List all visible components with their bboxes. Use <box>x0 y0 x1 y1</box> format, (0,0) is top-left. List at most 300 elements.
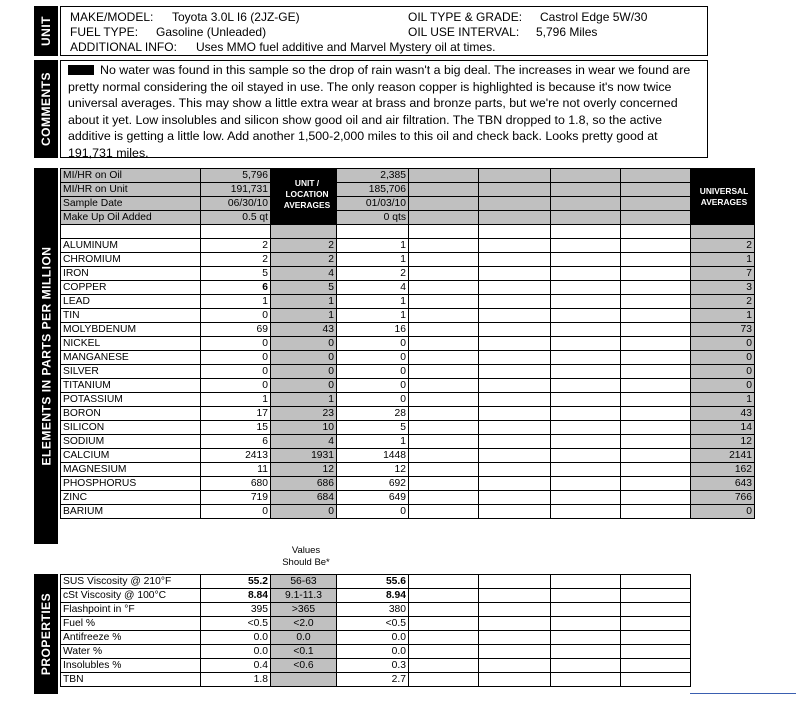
empty-cell <box>551 617 621 631</box>
element-label: MOLYBDENUM <box>61 323 201 337</box>
properties-section-label: PROPERTIES <box>34 574 58 694</box>
empty-cell <box>479 407 551 421</box>
sample1-value: 680 <box>201 477 271 491</box>
element-row <box>61 477 755 491</box>
universal-average-value: 43 <box>691 407 755 421</box>
unit-average-value: 0 <box>271 505 337 519</box>
element-row <box>61 407 755 421</box>
empty-cell <box>621 337 691 351</box>
sample1-value: 6 <box>201 281 271 295</box>
element-label: SILVER <box>61 365 201 379</box>
empty-cell <box>621 393 691 407</box>
property-label: Flashpoint in °F <box>61 603 201 617</box>
property-label: cSt Viscosity @ 100°C <box>61 589 201 603</box>
empty-cell <box>409 477 479 491</box>
universal-header-cell <box>691 169 755 183</box>
empty-cell <box>551 183 621 197</box>
element-label: ALUMINUM <box>61 239 201 253</box>
element-row <box>61 421 755 435</box>
empty-cell <box>551 239 621 253</box>
fuel-type-label: FUEL TYPE: <box>70 25 139 39</box>
empty-cell <box>409 211 479 225</box>
empty-cell <box>479 631 551 645</box>
empty-cell <box>479 295 551 309</box>
unit-average-value: 43 <box>271 323 337 337</box>
empty-cell <box>409 505 479 519</box>
universal-average-value: 7 <box>691 267 755 281</box>
empty-cell <box>551 575 621 589</box>
sample1-value: 0.4 <box>201 659 271 673</box>
sample1-value: 5,796 <box>201 169 271 183</box>
element-label: COPPER <box>61 281 201 295</box>
sample1-value: 0 <box>201 379 271 393</box>
property-row <box>61 645 691 659</box>
empty-cell <box>479 323 551 337</box>
empty-cell <box>409 631 479 645</box>
sample2-value: 0 <box>337 379 409 393</box>
empty-cell <box>479 225 551 239</box>
empty-cell <box>409 309 479 323</box>
sample2-value: 1 <box>337 239 409 253</box>
sample1-value: 1 <box>201 393 271 407</box>
element-label: SILICON <box>61 421 201 435</box>
empty-cell <box>621 575 691 589</box>
property-row <box>61 589 691 603</box>
empty-cell <box>479 351 551 365</box>
empty-cell <box>621 505 691 519</box>
make-model-label: MAKE/MODEL: <box>70 10 154 24</box>
empty-cell <box>479 169 551 183</box>
header-label: Make Up Oil Added <box>61 211 201 225</box>
universal-average-value: 1 <box>691 309 755 323</box>
empty-cell <box>409 379 479 393</box>
empty-cell <box>551 351 621 365</box>
empty-cell <box>409 617 479 631</box>
unit-average-value: 4 <box>271 267 337 281</box>
sample2-value: 649 <box>337 491 409 505</box>
sample1-value: 2 <box>201 253 271 267</box>
empty-cell <box>621 309 691 323</box>
element-label: PHOSPHORUS <box>61 477 201 491</box>
unit-avg-header-cell <box>271 211 337 225</box>
sample2-value: 380 <box>337 603 409 617</box>
element-row <box>61 267 755 281</box>
empty-cell <box>551 281 621 295</box>
empty-cell <box>551 253 621 267</box>
empty-cell <box>409 183 479 197</box>
element-row <box>61 463 755 477</box>
universal-average-value: 0 <box>691 379 755 393</box>
empty-cell <box>479 365 551 379</box>
empty-cell <box>409 449 479 463</box>
empty-cell <box>551 421 621 435</box>
universal-average-value: 0 <box>691 337 755 351</box>
empty-cell <box>409 575 479 589</box>
sample2-value: 0.0 <box>337 645 409 659</box>
empty-cell <box>551 169 621 183</box>
additional-info-label: ADDITIONAL INFO: <box>70 40 177 54</box>
empty-cell <box>409 351 479 365</box>
elements-section-label: ELEMENTS IN PARTS PER MILLION <box>34 168 58 544</box>
unit-average-value: 686 <box>271 477 337 491</box>
empty-cell <box>337 225 409 239</box>
element-row <box>61 281 755 295</box>
empty-cell <box>621 365 691 379</box>
sample1-value: <0.5 <box>201 617 271 631</box>
empty-cell <box>409 323 479 337</box>
empty-cell <box>479 659 551 673</box>
empty-cell <box>621 211 691 225</box>
sample2-value: 1 <box>337 435 409 449</box>
empty-cell <box>479 309 551 323</box>
property-row <box>61 673 691 687</box>
unit-average-value: 2 <box>271 253 337 267</box>
empty-cell <box>409 603 479 617</box>
empty-cell <box>479 239 551 253</box>
property-row <box>61 603 691 617</box>
empty-cell <box>479 393 551 407</box>
empty-cell <box>409 295 479 309</box>
unit-location-averages-header: UNIT / LOCATION AVERAGES <box>283 178 331 210</box>
empty-cell <box>551 393 621 407</box>
should-be-value: <0.1 <box>271 645 337 659</box>
sample2-value: 5 <box>337 421 409 435</box>
empty-cell <box>479 183 551 197</box>
empty-cell <box>409 267 479 281</box>
element-label: IRON <box>61 267 201 281</box>
empty-cell <box>201 225 271 239</box>
sample2-value: 16 <box>337 323 409 337</box>
sample2-value: 692 <box>337 477 409 491</box>
should-be-value <box>271 673 337 687</box>
empty-cell <box>271 225 337 239</box>
sample2-value: 0.0 <box>337 631 409 645</box>
empty-cell <box>551 379 621 393</box>
universal-average-value: 0 <box>691 365 755 379</box>
empty-cell <box>409 673 479 687</box>
universal-average-value: 73 <box>691 323 755 337</box>
sample2-value: 12 <box>337 463 409 477</box>
property-row <box>61 575 691 589</box>
sample2-value: 55.6 <box>337 575 409 589</box>
empty-cell <box>621 477 691 491</box>
empty-cell <box>479 267 551 281</box>
header-label: MI/HR on Oil <box>61 169 201 183</box>
property-label: Insolubles % <box>61 659 201 673</box>
empty-cell <box>409 169 479 183</box>
empty-cell <box>621 281 691 295</box>
sample2-value: 0 <box>337 365 409 379</box>
empty-cell <box>409 407 479 421</box>
empty-cell <box>551 645 621 659</box>
empty-cell <box>409 225 479 239</box>
empty-cell <box>551 211 621 225</box>
sample2-value: 8.94 <box>337 589 409 603</box>
empty-cell <box>479 197 551 211</box>
empty-cell <box>551 435 621 449</box>
sample2-value: 2.7 <box>337 673 409 687</box>
empty-cell <box>479 505 551 519</box>
empty-cell <box>551 337 621 351</box>
element-label: LEAD <box>61 295 201 309</box>
universal-average-value: 766 <box>691 491 755 505</box>
should-be-value: 0.0 <box>271 631 337 645</box>
universal-average-value: 1 <box>691 393 755 407</box>
empty-cell <box>409 589 479 603</box>
empty-cell <box>621 617 691 631</box>
empty-cell <box>409 491 479 505</box>
empty-cell <box>409 463 479 477</box>
empty-cell <box>409 421 479 435</box>
elements-table <box>60 168 755 519</box>
empty-cell <box>621 295 691 309</box>
sample2-value: 0.3 <box>337 659 409 673</box>
universal-average-value: 2 <box>691 295 755 309</box>
empty-cell <box>551 505 621 519</box>
sample2-value: 1 <box>337 309 409 323</box>
empty-cell <box>551 659 621 673</box>
empty-cell <box>479 463 551 477</box>
empty-cell <box>551 603 621 617</box>
universal-average-value: 0 <box>691 351 755 365</box>
unit-average-value: 23 <box>271 407 337 421</box>
universal-average-value: 643 <box>691 477 755 491</box>
sample1-value: 15 <box>201 421 271 435</box>
element-label: ZINC <box>61 491 201 505</box>
redacted-name <box>68 65 94 75</box>
sample1-value: 69 <box>201 323 271 337</box>
empty-cell <box>409 435 479 449</box>
element-row <box>61 491 755 505</box>
unit-average-value: 1 <box>271 393 337 407</box>
sample2-value: 4 <box>337 281 409 295</box>
bottom-rule <box>690 693 796 694</box>
oil-type-label: OIL TYPE & GRADE: <box>408 10 523 24</box>
empty-cell <box>409 659 479 673</box>
empty-cell <box>621 631 691 645</box>
element-label: TITANIUM <box>61 379 201 393</box>
sample2-value: 2 <box>337 267 409 281</box>
sample1-value: 6 <box>201 435 271 449</box>
empty-cell <box>551 589 621 603</box>
empty-cell <box>551 365 621 379</box>
empty-cell <box>621 379 691 393</box>
sample1-value: 0.0 <box>201 631 271 645</box>
empty-cell <box>621 449 691 463</box>
element-label: CALCIUM <box>61 449 201 463</box>
empty-cell <box>409 337 479 351</box>
spacer-row <box>61 225 755 239</box>
element-label: CHROMIUM <box>61 253 201 267</box>
empty-cell <box>621 225 691 239</box>
empty-cell <box>621 589 691 603</box>
unit-average-value: 12 <box>271 463 337 477</box>
empty-cell <box>621 673 691 687</box>
fuel-type-value: Gasoline (Unleaded) <box>156 25 267 39</box>
element-label: TIN <box>61 309 201 323</box>
sample1-value: 0 <box>201 365 271 379</box>
sample1-value: 5 <box>201 267 271 281</box>
property-label: SUS Viscosity @ 210°F <box>61 575 201 589</box>
sample1-value: 395 <box>201 603 271 617</box>
empty-cell <box>621 323 691 337</box>
values-should-be-label: Values Should Be* <box>282 545 330 568</box>
property-label: Fuel % <box>61 617 201 631</box>
sample1-value: 719 <box>201 491 271 505</box>
property-label: Antifreeze % <box>61 631 201 645</box>
element-row <box>61 253 755 267</box>
unit-average-value: 1 <box>271 295 337 309</box>
sample1-value: 06/30/10 <box>201 197 271 211</box>
unit-average-value: 0 <box>271 351 337 365</box>
empty-cell <box>551 463 621 477</box>
sample2-value: 185,706 <box>337 183 409 197</box>
unit-average-value: 5 <box>271 281 337 295</box>
sample1-value: 2 <box>201 239 271 253</box>
unit-average-value: 684 <box>271 491 337 505</box>
sample2-value: 0 <box>337 337 409 351</box>
header-label: Sample Date <box>61 197 201 211</box>
header-row <box>61 183 755 197</box>
empty-cell <box>479 379 551 393</box>
empty-cell <box>61 225 201 239</box>
property-row <box>61 659 691 673</box>
sample1-value: 55.2 <box>201 575 271 589</box>
sample1-value: 1.8 <box>201 673 271 687</box>
comments-text: No water was found in this sample so the drop of rain wasn't a big deal. The increases in wear we found are pretty normal considering the oil stayed in use. The only reason copper is highlighted is because it's now twice universal averages. This may show a little extra wear at brass and bronze parts, but we're not overly concerned about it yet. Low insolubles and silicon show good oil and air filtration. The TBN dropped to 1.8, so the active additive is getting a little low. Add another 1,500-2,000 miles to this oil and check back. Looks pretty good at 191,731 miles. <box>68 63 691 160</box>
element-label: NICKEL <box>61 337 201 351</box>
unit-average-value: 0 <box>271 365 337 379</box>
header-row <box>61 211 755 225</box>
oil-type-value: Castrol Edge 5W/30 <box>540 10 648 24</box>
empty-cell <box>409 197 479 211</box>
element-row <box>61 337 755 351</box>
element-label: MAGNESIUM <box>61 463 201 477</box>
empty-cell <box>621 603 691 617</box>
empty-cell <box>551 267 621 281</box>
sample1-value: 2413 <box>201 449 271 463</box>
empty-cell <box>551 477 621 491</box>
empty-cell <box>621 463 691 477</box>
element-label: POTASSIUM <box>61 393 201 407</box>
property-row <box>61 617 691 631</box>
empty-cell <box>409 253 479 267</box>
element-label: BARIUM <box>61 505 201 519</box>
empty-cell <box>479 491 551 505</box>
empty-cell <box>479 645 551 659</box>
element-row <box>61 365 755 379</box>
empty-cell <box>479 211 551 225</box>
element-row <box>61 351 755 365</box>
sample1-value: 0.0 <box>201 645 271 659</box>
element-row <box>61 379 755 393</box>
empty-cell <box>479 281 551 295</box>
sample2-value: 1 <box>337 253 409 267</box>
element-label: MANGANESE <box>61 351 201 365</box>
universal-average-value: 162 <box>691 463 755 477</box>
element-row <box>61 505 755 519</box>
empty-cell <box>551 449 621 463</box>
unit-average-value: 1931 <box>271 449 337 463</box>
empty-cell <box>409 645 479 659</box>
make-model-value: Toyota 3.0L I6 (2JZ-GE) <box>172 10 300 24</box>
sample2-value: 0 <box>337 393 409 407</box>
should-be-value: <0.6 <box>271 659 337 673</box>
empty-cell <box>551 631 621 645</box>
sample1-value: 191,731 <box>201 183 271 197</box>
empty-cell <box>409 393 479 407</box>
universal-average-value: 14 <box>691 421 755 435</box>
comments-section-label: COMMENTS <box>34 60 58 158</box>
element-label: SODIUM <box>61 435 201 449</box>
sample2-value: 0 <box>337 351 409 365</box>
sample1-value: 0.5 qt <box>201 211 271 225</box>
empty-cell <box>621 421 691 435</box>
unit-average-value: 0 <box>271 379 337 393</box>
sample1-value: 0 <box>201 351 271 365</box>
empty-cell <box>479 449 551 463</box>
sample1-value: 1 <box>201 295 271 309</box>
sample2-value: 28 <box>337 407 409 421</box>
empty-cell <box>479 603 551 617</box>
element-row <box>61 295 755 309</box>
universal-averages-header: UNIVERSAL AVERAGES <box>699 186 749 207</box>
element-row <box>61 239 755 253</box>
empty-cell <box>551 295 621 309</box>
empty-cell <box>621 491 691 505</box>
sample1-value: 11 <box>201 463 271 477</box>
unit-average-value: 4 <box>271 435 337 449</box>
universal-header-cell <box>691 211 755 225</box>
additional-info-value: Uses MMO fuel additive and Marvel Mystery oil at times. <box>196 40 496 54</box>
universal-average-value: 2 <box>691 239 755 253</box>
sample2-value: 2,385 <box>337 169 409 183</box>
property-label: TBN <box>61 673 201 687</box>
header-row <box>61 169 755 183</box>
empty-cell <box>409 239 479 253</box>
element-row <box>61 323 755 337</box>
oil-interval-value: 5,796 Miles <box>536 25 598 39</box>
properties-table <box>60 574 691 687</box>
sample2-value: 1 <box>337 295 409 309</box>
empty-cell <box>479 589 551 603</box>
empty-cell <box>551 309 621 323</box>
element-row <box>61 435 755 449</box>
should-be-value: 56-63 <box>271 575 337 589</box>
property-label: Water % <box>61 645 201 659</box>
empty-cell <box>479 673 551 687</box>
element-label: BORON <box>61 407 201 421</box>
empty-cell <box>621 169 691 183</box>
element-row <box>61 393 755 407</box>
sample1-value: 0 <box>201 337 271 351</box>
should-be-value: >365 <box>271 603 337 617</box>
empty-cell <box>691 225 755 239</box>
sample2-value: 1448 <box>337 449 409 463</box>
empty-cell <box>479 421 551 435</box>
empty-cell <box>479 337 551 351</box>
empty-cell <box>621 267 691 281</box>
property-row <box>61 631 691 645</box>
empty-cell <box>551 197 621 211</box>
empty-cell <box>479 253 551 267</box>
sample1-value: 0 <box>201 505 271 519</box>
sample2-value: <0.5 <box>337 617 409 631</box>
should-be-value: 9.1-11.3 <box>271 589 337 603</box>
sample2-value: 0 qts <box>337 211 409 225</box>
sample1-value: 17 <box>201 407 271 421</box>
universal-average-value: 12 <box>691 435 755 449</box>
